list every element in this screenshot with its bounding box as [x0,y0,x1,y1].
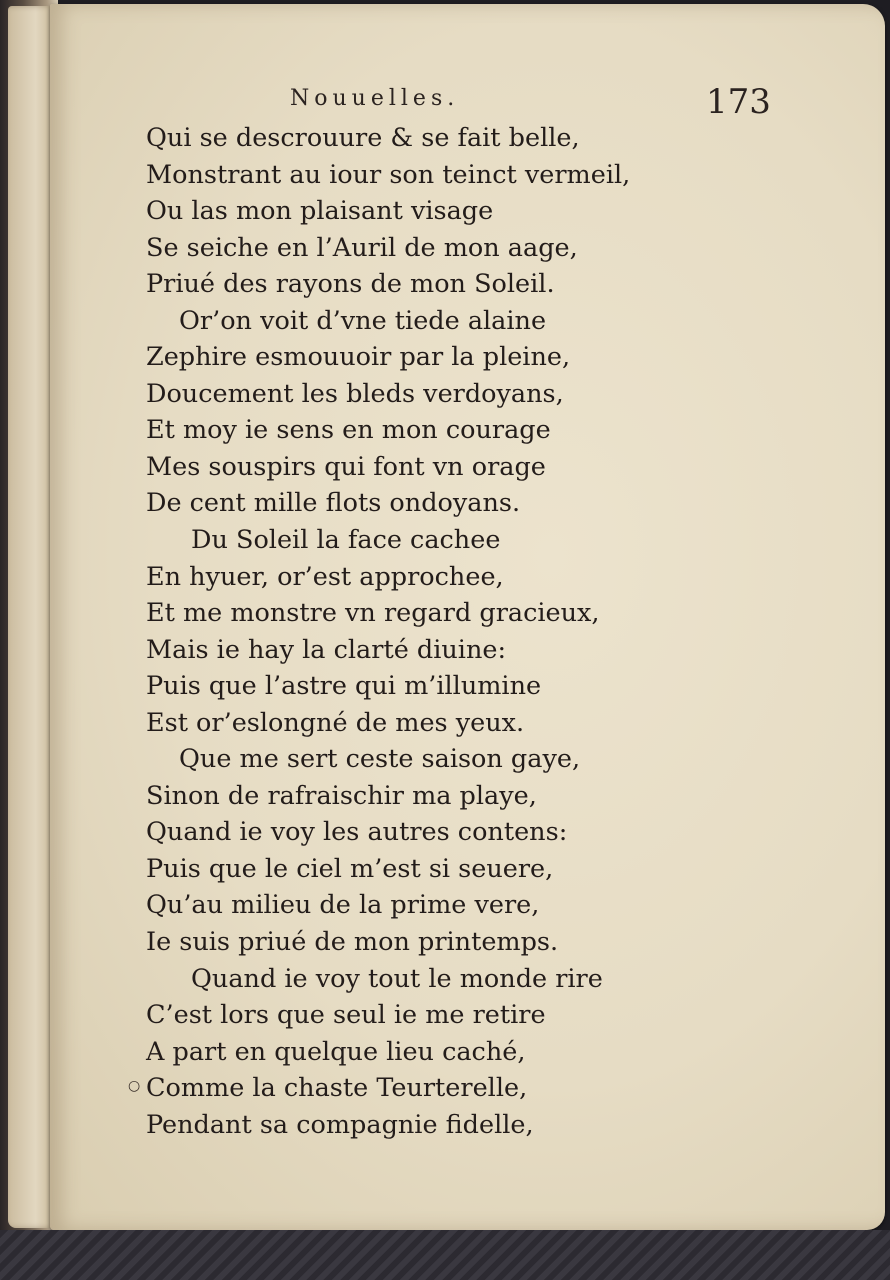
poem-line: Ie suis priué de mon printemps. [146,927,559,958]
poem-line: Quand ie voy tout le monde rire [191,963,603,994]
poem-line: Pendant sa compagnie fidelle, [146,1109,534,1140]
poem-line: Qu’au milieu de la prime vere, [146,890,540,921]
page-number: 173 [706,82,771,122]
poem-line: Monstrant au iour son teinct vermeil, [146,159,631,190]
previous-page-edge [8,6,54,1228]
poem-text [146,120,706,1143]
poem-line: Qui se descrouure & se fait belle, [146,123,580,153]
poem-line: Priué des rayons de mon Soleil. [146,269,555,300]
poem-line: Comme la chaste Teurterelle, [146,1073,528,1104]
background-cloth [0,1230,890,1280]
poem-line: De cent mille flots ondoyans. [146,488,521,519]
poem-line: Est or’eslongné de mes yeux. [146,707,525,738]
poem-line: Que me sert ceste saison gaye, [179,744,581,775]
poem-line: Zephire esmouuoir par la pleine, [146,342,571,373]
poem-line: C’est lors que seul ie me retire [146,1000,546,1031]
poem-line: Quand ie voy les autres contens: [146,817,568,848]
show-through-text [685,114,845,1154]
poem-line: A part en quelque lieu caché, [146,1036,526,1067]
poem-line: Sinon de rafraischir ma playe, [146,780,537,811]
poem-line: Doucement les bleds verdoyans, [146,378,564,409]
poem-line: Or’on voit d’vne tiede alaine [179,305,547,336]
running-head: Nouuelles. [290,86,460,111]
poem-line: Du Soleil la face cachee [191,525,501,556]
poem-line: Mes souspirs qui font vn orage [146,451,546,482]
poem-line: Et moy ie sens en mon courage [146,415,551,446]
poem-line: Ou las mon plaisant visage [146,196,494,227]
poem-line: Mais ie hay la clarté diuine: [146,634,507,665]
poem-line: En hyuer, or’est approchee, [146,561,504,592]
poem-line: Se seiche en l’Auril de mon aage, [146,232,578,263]
poem-line: Puis que le ciel m’est si seuere, [146,853,554,884]
poem-line: Puis que l’astre qui m’illumine [146,671,542,702]
poem-line: Et me monstre vn regard gracieux, [146,598,600,629]
margin-mark: ○ [128,1078,141,1094]
